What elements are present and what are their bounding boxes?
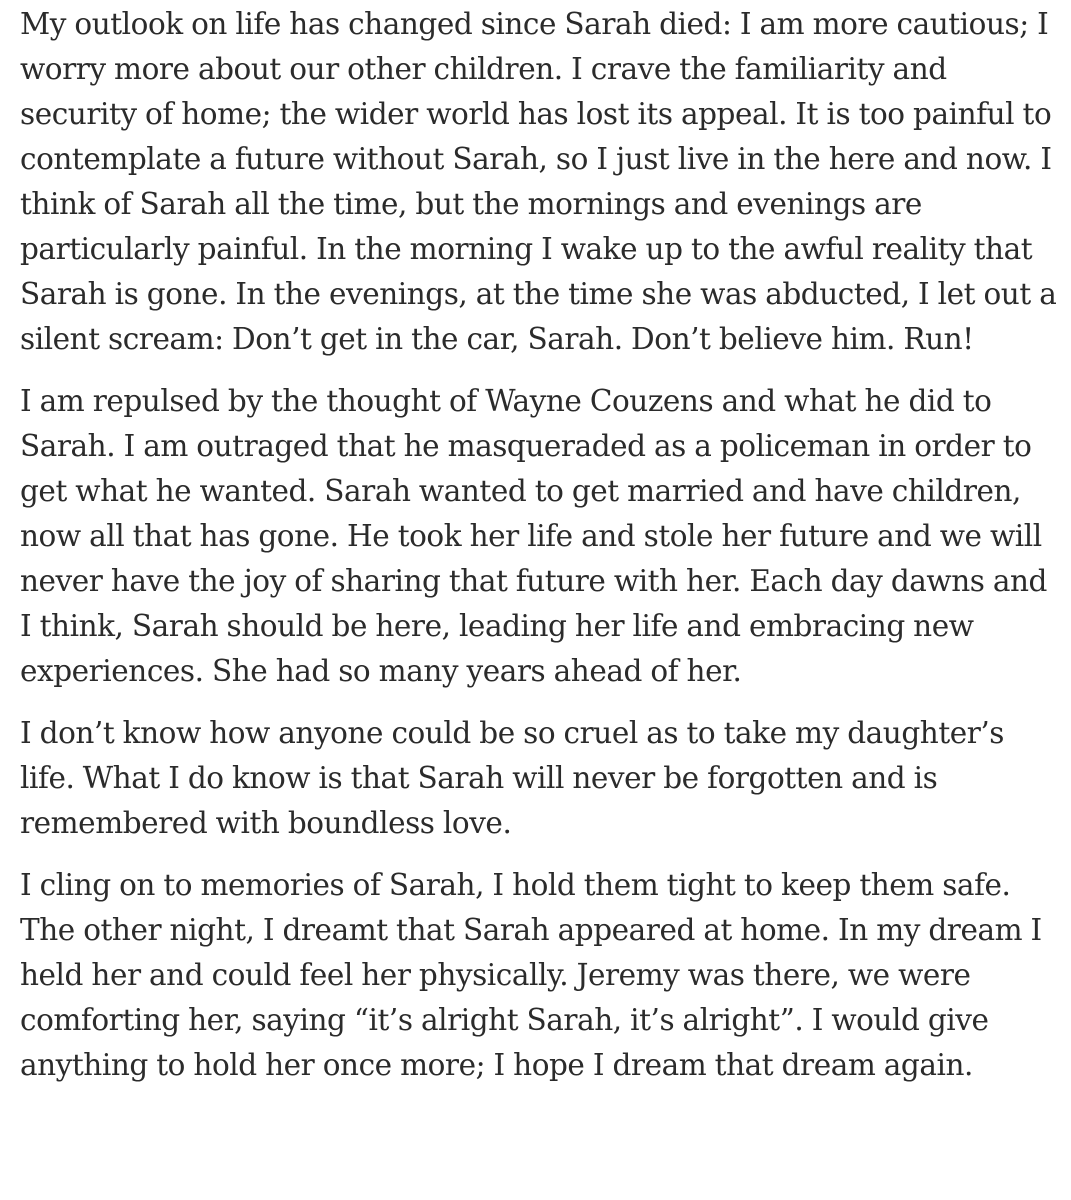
- text-line: I think, Sarah should be here, leading her life and embracing new: [20, 609, 974, 643]
- text-line: The other night, I dreamt that Sarah appeared at home. In my dream I: [20, 913, 1042, 947]
- text-line: silent scream: Don’t get in the car, Sarah. Don’t believe him. Run!: [20, 322, 974, 356]
- text-line: particularly painful. In the morning I wake up to the awful reality that: [20, 232, 1033, 266]
- text-line: I cling on to memories of Sarah, I hold them tight to keep them safe.: [20, 868, 1011, 902]
- text-line: anything to hold her once more; I hope I dream that dream again.: [20, 1048, 973, 1082]
- text-line: remembered with boundless love.: [20, 806, 512, 840]
- text-line: Sarah. I am outraged that he masqueraded as a policeman in order to: [20, 429, 1032, 463]
- text-line: security of home; the wider world has lost its appeal. It is too painful to: [20, 97, 1052, 131]
- text-line: get what he wanted. Sarah wanted to get married and have children,: [20, 474, 1021, 508]
- text-line: My outlook on life has changed since Sarah died: I am more cautious; I: [20, 7, 1049, 41]
- text-line: experiences. She had so many years ahead of her.: [20, 654, 742, 688]
- paragraph-1: [20, 2, 1061, 362]
- text-line: contemplate a future without Sarah, so I just live in the here and now. I: [20, 142, 1052, 176]
- text-line: Sarah is gone. In the evenings, at the time she was abducted, I let out a: [20, 277, 1057, 311]
- text-line: comforting her, saying “it’s alright Sarah, it’s alright”. I would give: [20, 1003, 989, 1037]
- text-line: I am repulsed by the thought of Wayne Couzens and what he did to: [20, 384, 992, 418]
- paragraph-3: [20, 711, 1061, 846]
- text-line: held her and could feel her physically. Jeremy was there, we were: [20, 958, 971, 992]
- text-line: never have the joy of sharing that future with her. Each day dawns and: [20, 564, 1047, 598]
- text-line: I don’t know how anyone could be so cruel as to take my daughter’s: [20, 716, 1004, 750]
- paragraph-4: [20, 863, 1061, 1088]
- text-line: worry more about our other children. I crave the familiarity and: [20, 52, 947, 86]
- text-line: life. What I do know is that Sarah will never be forgotten and is: [20, 761, 938, 795]
- text-line: think of Sarah all the time, but the mornings and evenings are: [20, 187, 922, 221]
- paragraph-2: [20, 379, 1061, 694]
- text-line: now all that has gone. He took her life and stole her future and we will: [20, 519, 1042, 553]
